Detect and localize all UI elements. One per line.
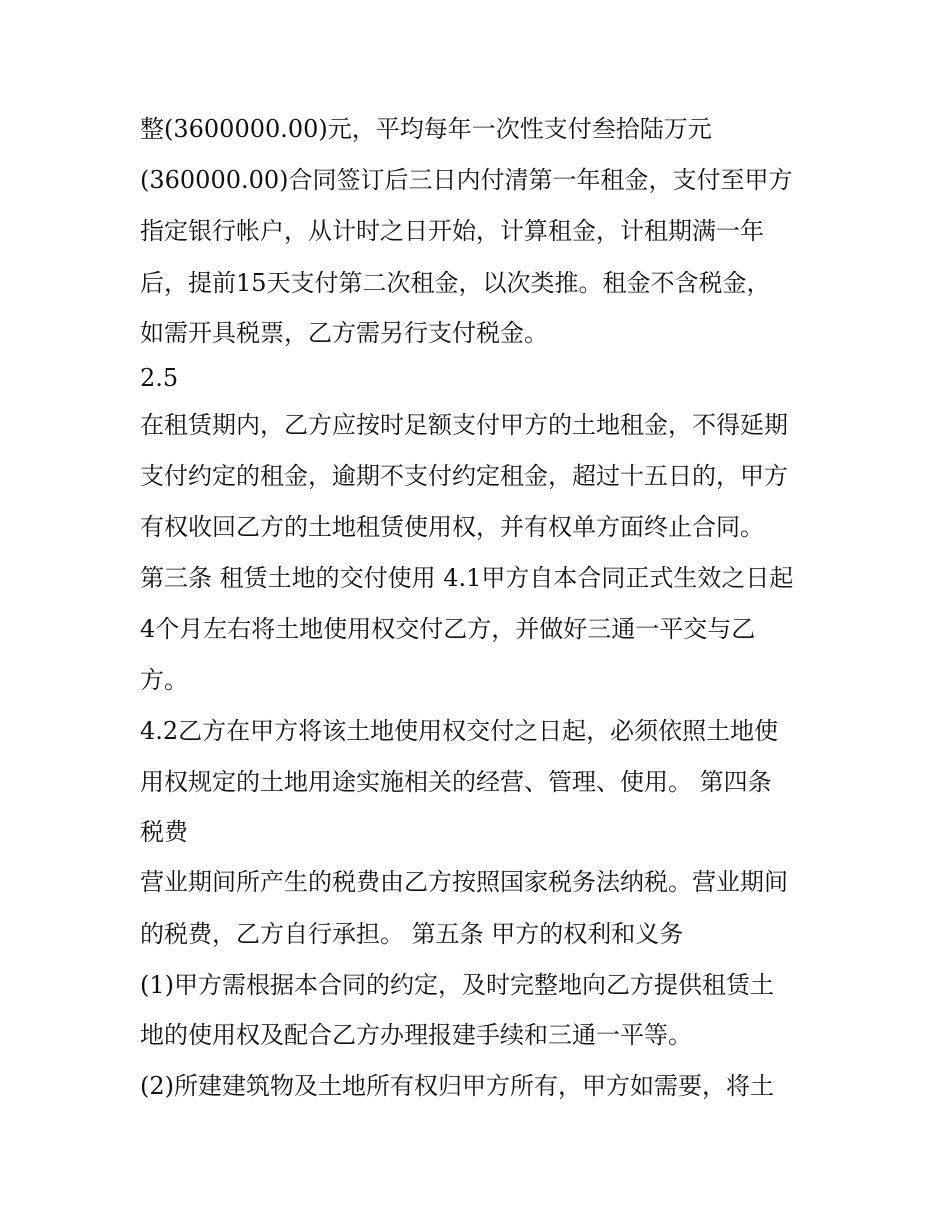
text-line-4: 后，提前15天支付第二次租金，以次类推。租金不含税金，: [140, 269, 771, 297]
text-line-1: 整(3600000.00)元，平均每年一次性支付叁拾陆万元: [140, 115, 712, 143]
text-line-7: 在租赁期内，乙方应按时足额支付甲方的土地租金，不得延期: [140, 411, 788, 439]
section-number: 2.5: [140, 364, 179, 392]
text-line-14: 用权规定的土地用途实施相关的经营、管理、使用。 第四条: [140, 768, 772, 796]
text-line-8: 支付约定的租金，逾期不支付约定租金，超过十五日的，甲方: [140, 462, 788, 490]
text-line-2: (360000.00)合同签订后三日内付清第一年租金，支付至甲方: [140, 166, 793, 194]
text-line-18: (1)甲方需根据本合同的约定，及时完整地向乙方提供租赁土: [140, 971, 774, 999]
text-line-3: 指定银行帐户，从计时之日开始，计算租金，计租期满一年: [140, 217, 764, 245]
text-line-10: 第三条 租赁土地的交付使用 4.1甲方自本合同正式生效之日起: [140, 564, 794, 592]
text-line-20: (2)所建建筑物及土地所有权归甲方所有，甲方如需要，将土: [140, 1072, 774, 1100]
text-line-17: 的税费，乙方自行承担。 第五条 甲方的权利和义务: [140, 920, 684, 948]
text-line-13: 4.2乙方在甲方将该土地使用权交付之日起，必须依照土地使: [140, 717, 779, 745]
text-line-19: 地的使用权及配合乙方办理报建手续和三通一平等。: [140, 1021, 692, 1049]
text-line-9: 有权收回乙方的土地租赁使用权，并有权单方面终止合同。: [140, 513, 764, 541]
text-line-11: 4个月左右将土地使用权交付乙方，并做好三通一平交与乙: [140, 615, 756, 643]
text-line-16: 营业期间所产生的税费由乙方按照国家税务法纳税。营业期间: [140, 868, 788, 896]
text-line-5: 如需开具税票，乙方需另行支付税金。: [140, 319, 548, 347]
text-line-12: 方。: [140, 666, 188, 694]
text-line-15: 税费: [140, 818, 188, 846]
